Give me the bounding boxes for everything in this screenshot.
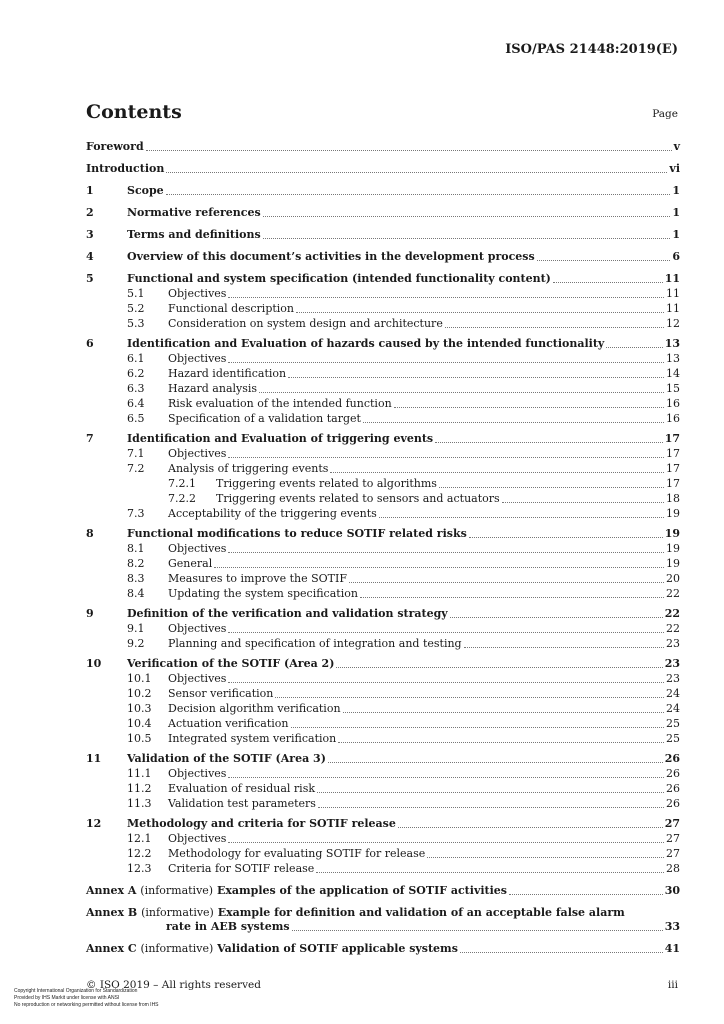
- toc-entry[interactable]: [86, 382, 680, 396]
- toc-entry[interactable]: [86, 250, 680, 264]
- toc-entry-page: 23: [666, 672, 680, 685]
- dot-leader: [464, 647, 664, 648]
- dot-leader: [445, 327, 664, 328]
- toc-entry[interactable]: [86, 752, 680, 766]
- toc-entry-number: 12.1: [127, 832, 152, 845]
- toc-entry[interactable]: [86, 817, 680, 831]
- dot-leader: [450, 617, 663, 618]
- toc-entry-number: 9.2: [127, 637, 145, 650]
- toc-entry-page: v: [673, 140, 680, 153]
- dot-leader: [228, 777, 664, 778]
- toc-entry-title: Validation of the SOTIF (Area 3): [127, 752, 326, 765]
- toc-entry-number: 12.2: [127, 847, 152, 860]
- toc-entry[interactable]: [86, 607, 680, 621]
- toc-entry[interactable]: [86, 847, 680, 861]
- dot-leader: [228, 842, 664, 843]
- annex-title: Example for definition and validation of an acceptable false alarm: [217, 906, 625, 919]
- dot-leader: [214, 567, 664, 568]
- toc-entry[interactable]: [86, 287, 680, 301]
- toc-entry-title: Introduction: [86, 162, 165, 175]
- toc-entry-page: 23: [664, 657, 680, 670]
- toc-entry-number: 6.3: [127, 382, 145, 395]
- toc-entry-page: 24: [666, 702, 680, 715]
- dot-leader: [349, 582, 664, 583]
- license-line: No reproduction or networking permitted without license from IHS: [14, 1002, 159, 1008]
- annex-label: Annex A: [86, 884, 137, 897]
- toc-entry-number: 5.3: [127, 317, 145, 330]
- toc-entry-title: Hazard analysis: [168, 382, 258, 395]
- toc-entry-title: Analysis of triggering events: [168, 462, 329, 475]
- dot-leader: [553, 282, 663, 283]
- dot-leader: [318, 807, 664, 808]
- toc-entry-number: 6.2: [127, 367, 145, 380]
- dot-leader: [398, 827, 663, 828]
- footer-copyright: © ISO 2019 – All rights reserved: [86, 979, 261, 991]
- toc-entry[interactable]: [86, 140, 680, 154]
- dot-leader: [296, 312, 664, 313]
- toc-entry[interactable]: [86, 507, 680, 521]
- toc-entry-title: Decision algorithm verification: [168, 702, 341, 715]
- annex-label: Annex C: [86, 942, 137, 955]
- toc-entry-title: Objectives: [168, 542, 227, 555]
- toc-entry[interactable]: [86, 862, 680, 876]
- toc-entry-continued: [86, 906, 680, 920]
- toc-entry[interactable]: [86, 527, 680, 541]
- toc-entry-page: 19: [664, 527, 680, 540]
- toc-entry-page: 26: [666, 782, 680, 795]
- toc-entry-number: 6.5: [127, 412, 145, 425]
- toc-entry-page: 25: [666, 717, 680, 730]
- toc-entry-page: 16: [666, 397, 680, 410]
- page-column-label: Page: [652, 108, 678, 120]
- toc-entry[interactable]: [86, 477, 680, 491]
- toc-entry-number: 5.1: [127, 287, 145, 300]
- toc-entry-page: 27: [666, 832, 680, 845]
- toc-entry-title: Consideration on system design and architecture: [168, 317, 443, 330]
- toc-entry[interactable]: [86, 942, 680, 956]
- toc-entry-title: Integrated system verification: [168, 732, 337, 745]
- toc-entry-number: 11.3: [127, 797, 152, 810]
- toc-entry-page: 11: [666, 287, 680, 300]
- toc-entry-page: 19: [666, 542, 680, 555]
- toc-entry[interactable]: [86, 920, 680, 934]
- toc-entry-number: 4: [86, 250, 94, 263]
- toc-entry-title: Objectives: [168, 832, 227, 845]
- toc-entry-title: Identification and Evaluation of triggering events: [127, 432, 434, 445]
- toc-entry-title: Foreword: [86, 140, 144, 153]
- dot-leader: [439, 487, 664, 488]
- dot-leader: [228, 682, 664, 683]
- toc-entry[interactable]: [86, 782, 680, 796]
- toc-entry-number: 10.3: [127, 702, 152, 715]
- toc-entry-page: 11: [664, 272, 680, 285]
- toc-entry-page: 27: [664, 817, 680, 830]
- toc-entry-page: 26: [664, 752, 680, 765]
- toc-entry-page: 13: [664, 337, 680, 350]
- license-line: Provided by IHS Markit under license with ANSI: [14, 995, 120, 1001]
- dot-leader: [166, 172, 667, 173]
- toc-entry-title: Measures to improve the SOTIF: [168, 572, 347, 585]
- toc-entry-page: 41: [664, 942, 680, 955]
- toc-entry-title: Triggering events related to algorithms: [216, 477, 437, 490]
- toc-entry-title: Validation test parameters: [168, 797, 316, 810]
- toc-entry-number: 8.1: [127, 542, 145, 555]
- toc-entry-page: 26: [666, 767, 680, 780]
- dot-leader: [606, 347, 662, 348]
- toc-entry-number: 2: [86, 206, 94, 219]
- annex-note: (informative): [140, 942, 214, 955]
- toc-entry-page: 19: [666, 557, 680, 570]
- toc-entry[interactable]: [86, 352, 680, 366]
- dot-leader: [228, 552, 664, 553]
- table-of-contents: [86, 140, 680, 956]
- dot-leader: [292, 930, 663, 931]
- toc-entry-title: Functional and system specification (intended functionality content): [127, 272, 551, 285]
- toc-entry-number: 5: [86, 272, 94, 285]
- toc-entry-page: 11: [666, 302, 680, 315]
- dot-leader: [328, 762, 663, 763]
- toc-entry-page: 28: [666, 862, 680, 875]
- toc-entry-page: 17: [664, 432, 680, 445]
- toc-entry-title: Objectives: [168, 622, 227, 635]
- toc-entry[interactable]: [86, 832, 680, 846]
- toc-entry-page: 1: [672, 206, 680, 219]
- toc-entry-number: 7.3: [127, 507, 145, 520]
- dot-leader: [146, 150, 672, 151]
- annex-note: (informative): [141, 906, 214, 919]
- toc-entry-number: 11.2: [127, 782, 152, 795]
- toc-entry[interactable]: [86, 672, 680, 686]
- toc-entry-title: Definition of the verification and validation strategy: [127, 607, 448, 620]
- toc-entry-page: 22: [666, 587, 680, 600]
- toc-entry-title: Identification and Evaluation of hazards caused by the intended functionality: [127, 337, 605, 350]
- dot-leader: [360, 597, 664, 598]
- toc-entry[interactable]: [86, 432, 680, 446]
- dot-leader: [427, 857, 664, 858]
- toc-entry-number: 6.4: [127, 397, 145, 410]
- toc-entry-page: 19: [666, 507, 680, 520]
- toc-entry-title: Verification of the SOTIF (Area 2): [127, 657, 335, 670]
- toc-entry-page: 17: [666, 477, 680, 490]
- toc-entry[interactable]: [86, 412, 680, 426]
- dot-leader: [259, 392, 664, 393]
- toc-entry[interactable]: [86, 732, 680, 746]
- toc-entry-title: [86, 884, 507, 898]
- toc-entry-page: 1: [672, 184, 680, 197]
- dot-leader: [228, 457, 664, 458]
- toc-entry[interactable]: [86, 462, 680, 476]
- toc-entry[interactable]: [86, 572, 680, 586]
- dot-leader: [228, 297, 664, 298]
- dot-leader: [379, 517, 664, 518]
- toc-entry-page: 22: [664, 607, 680, 620]
- toc-entry-number: 3: [86, 228, 94, 241]
- toc-entry-number: 8: [86, 527, 94, 540]
- toc-entry-title: Specification of a validation target: [168, 412, 361, 425]
- toc-entry-title: General: [168, 557, 213, 570]
- toc-entry-page: 16: [666, 412, 680, 425]
- toc-entry-page: 1: [672, 228, 680, 241]
- toc-entry-number: 8.2: [127, 557, 145, 570]
- toc-entry-title: Objectives: [168, 672, 227, 685]
- dot-leader: [330, 472, 664, 473]
- toc-entry-title: rate in AEB systems: [166, 920, 290, 933]
- toc-entry-title: [86, 906, 625, 920]
- toc-entry-page: 17: [666, 447, 680, 460]
- toc-entry-number: 9.1: [127, 622, 145, 635]
- toc-entry[interactable]: [86, 206, 680, 220]
- footer-page-number: iii: [667, 979, 678, 991]
- dot-leader: [435, 442, 663, 443]
- toc-entry-number: 6.1: [127, 352, 145, 365]
- dot-leader: [263, 216, 671, 217]
- dot-leader: [228, 632, 664, 633]
- toc-entry-title: Triggering events related to sensors and actuators: [216, 492, 500, 505]
- annex-note: (informative): [140, 884, 214, 897]
- toc-entry[interactable]: [86, 702, 680, 716]
- toc-entry-page: 17: [666, 462, 680, 475]
- toc-entry-title: Objectives: [168, 767, 227, 780]
- license-line: Copyright International Organization for Standardization: [14, 988, 138, 994]
- toc-entry-number: 10.1: [127, 672, 152, 685]
- dot-leader: [275, 697, 664, 698]
- dot-leader: [288, 377, 664, 378]
- dot-leader: [537, 260, 671, 261]
- toc-entry-title: Normative references: [127, 206, 261, 219]
- dot-leader: [316, 872, 664, 873]
- toc-entry-title: Overview of this document’s activities in the development process: [127, 250, 535, 263]
- toc-entry-title: Functional description: [168, 302, 295, 315]
- toc-entry[interactable]: [86, 587, 680, 601]
- toc-entry-number: 1: [86, 184, 94, 197]
- toc-entry-page: 15: [666, 382, 680, 395]
- toc-entry-number: 11: [86, 752, 102, 765]
- toc-entry[interactable]: [86, 622, 680, 636]
- toc-entry-page: 18: [666, 492, 680, 505]
- annex-title: Validation of SOTIF applicable systems: [217, 942, 458, 955]
- toc-entry-number: 11.1: [127, 767, 152, 780]
- toc-entry-title: Methodology for evaluating SOTIF for release: [168, 847, 426, 860]
- toc-entry-number: 12.3: [127, 862, 152, 875]
- toc-entry-page: 30: [664, 884, 680, 897]
- annex-label: Annex B: [86, 906, 138, 919]
- toc-entry-page: 25: [666, 732, 680, 745]
- toc-entry-page: 20: [666, 572, 680, 585]
- toc-entry-title: Sensor verification: [168, 687, 274, 700]
- dot-leader: [343, 712, 664, 713]
- toc-entry-page: 33: [664, 920, 680, 933]
- dot-leader: [394, 407, 664, 408]
- toc-entry[interactable]: [86, 228, 680, 242]
- toc-entry-number: 7.2: [127, 462, 145, 475]
- dot-leader: [291, 727, 664, 728]
- toc-entry-page: 13: [666, 352, 680, 365]
- dot-leader: [460, 952, 663, 953]
- dot-leader: [502, 502, 664, 503]
- toc-entry-page: 6: [672, 250, 680, 263]
- toc-entry-number: 10: [86, 657, 102, 670]
- toc-entry-title: Updating the system specification: [168, 587, 358, 600]
- toc-entry-number: 6: [86, 337, 94, 350]
- toc-entry-title: Objectives: [168, 447, 227, 460]
- toc-entry-page: 24: [666, 687, 680, 700]
- toc-entry-title: Acceptability of the triggering events: [168, 507, 377, 520]
- toc-entry[interactable]: [86, 272, 680, 286]
- toc-entry-page: vi: [669, 162, 680, 175]
- toc-entry-title: Evaluation of residual risk: [168, 782, 316, 795]
- toc-entry[interactable]: [86, 767, 680, 781]
- dot-leader: [338, 742, 664, 743]
- toc-entry-number: 5.2: [127, 302, 145, 315]
- toc-entry[interactable]: [86, 337, 680, 351]
- toc-entry-title: Actuation verification: [168, 717, 289, 730]
- contents-title: Contents: [86, 101, 182, 123]
- toc-entry[interactable]: [86, 492, 680, 506]
- toc-entry-number: 8.3: [127, 572, 145, 585]
- toc-entry-page: 22: [666, 622, 680, 635]
- toc-entry-title: Scope: [127, 184, 164, 197]
- toc-entry[interactable]: [86, 184, 680, 198]
- toc-entry-page: 27: [666, 847, 680, 860]
- toc-entry-number: 7.2.2: [168, 492, 196, 505]
- dot-leader: [228, 362, 664, 363]
- toc-entry-number: 7: [86, 432, 94, 445]
- toc-entry[interactable]: [86, 884, 680, 898]
- toc-entry-title: [86, 942, 458, 956]
- toc-entry[interactable]: [86, 162, 680, 176]
- toc-entry[interactable]: [86, 557, 680, 571]
- toc-entry-title: Objectives: [168, 352, 227, 365]
- toc-entry[interactable]: [86, 447, 680, 461]
- toc-entry[interactable]: [86, 717, 680, 731]
- toc-entry-title: Hazard identification: [168, 367, 287, 380]
- dot-leader: [317, 792, 664, 793]
- toc-entry-title: Criteria for SOTIF release: [168, 862, 315, 875]
- toc-entry-number: 7.2.1: [168, 477, 196, 490]
- toc-entry-title: Methodology and criteria for SOTIF release: [127, 817, 396, 830]
- toc-entry[interactable]: [86, 797, 680, 811]
- toc-entry[interactable]: [86, 542, 680, 556]
- toc-entry-number: 10.2: [127, 687, 152, 700]
- toc-entry-title: Objectives: [168, 287, 227, 300]
- toc-entry[interactable]: [86, 687, 680, 701]
- toc-entry-page: 26: [666, 797, 680, 810]
- toc-entry-number: 10.5: [127, 732, 152, 745]
- dot-leader: [336, 667, 662, 668]
- dot-leader: [263, 238, 671, 239]
- toc-entry-number: 9: [86, 607, 94, 620]
- dot-leader: [166, 194, 671, 195]
- toc-entry[interactable]: [86, 657, 680, 671]
- toc-entry[interactable]: [86, 367, 680, 381]
- toc-entry[interactable]: [86, 302, 680, 316]
- toc-entry-number: 10.4: [127, 717, 152, 730]
- toc-entry[interactable]: [86, 317, 680, 331]
- dot-leader: [469, 537, 663, 538]
- standard-code: ISO/PAS 21448:2019(E): [505, 42, 678, 57]
- annex-title: Examples of the application of SOTIF activities: [216, 884, 507, 897]
- toc-entry-title: Risk evaluation of the intended function: [168, 397, 392, 410]
- toc-entry-number: 8.4: [127, 587, 145, 600]
- toc-entry[interactable]: [86, 397, 680, 411]
- toc-entry-title: Functional modifications to reduce SOTIF related risks: [127, 527, 467, 540]
- toc-entry-page: 14: [666, 367, 680, 380]
- toc-entry-number: 12: [86, 817, 102, 830]
- toc-entry-title: Terms and definitions: [127, 228, 261, 241]
- toc-entry-title: Planning and specification of integration and testing: [168, 637, 462, 650]
- dot-leader: [363, 422, 664, 423]
- toc-entry-page: 12: [666, 317, 680, 330]
- toc-entry-number: 7.1: [127, 447, 145, 460]
- toc-entry-page: 23: [666, 637, 680, 650]
- toc-entry[interactable]: [86, 637, 680, 651]
- dot-leader: [509, 894, 663, 895]
